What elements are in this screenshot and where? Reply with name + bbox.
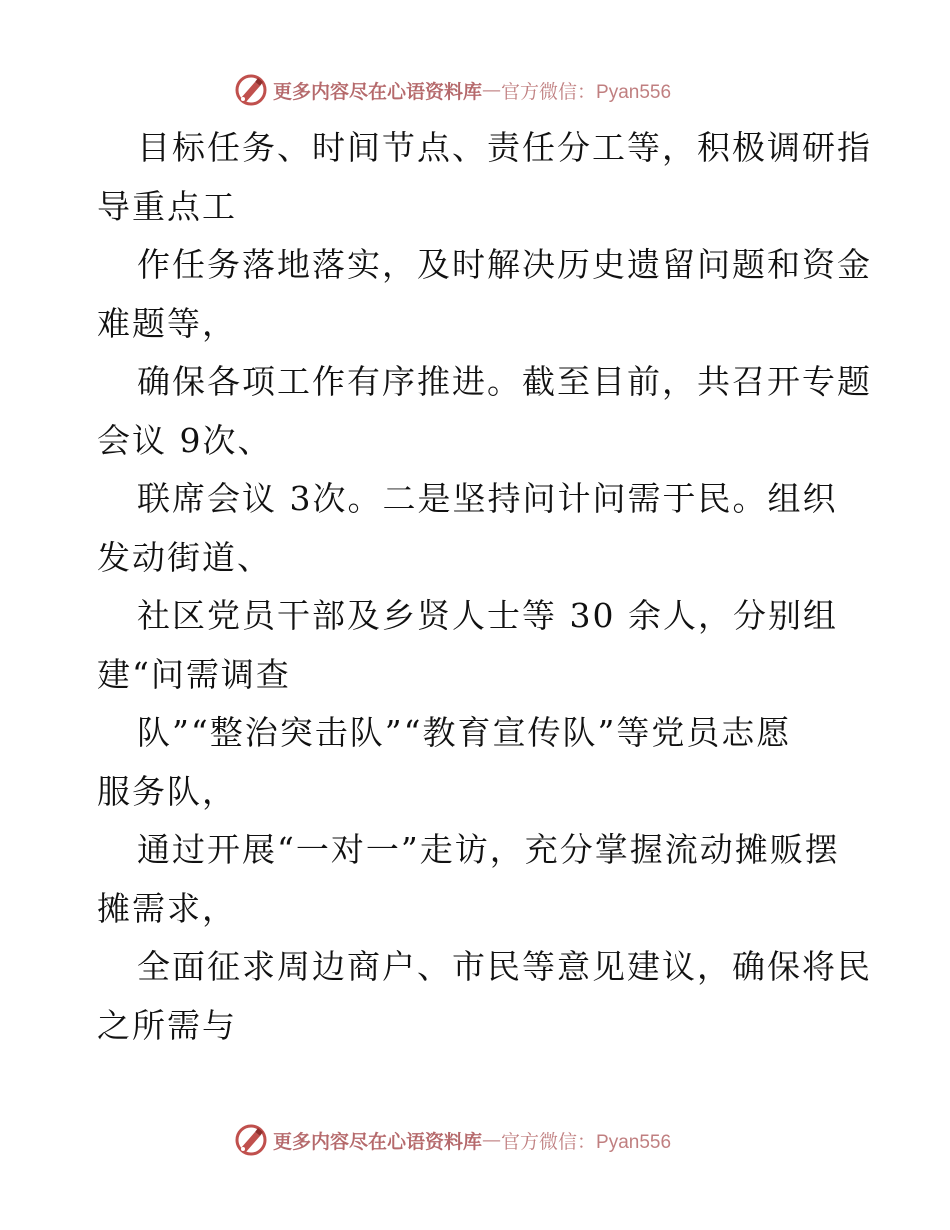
body-line-2: 导重点工 xyxy=(97,186,237,226)
banner-contact: 官方微信：Pyan556 xyxy=(501,1131,672,1153)
body-line-9: 社区党员干部及乡贤人士等 30 余人，分别组 xyxy=(137,596,838,635)
body-line-5: 确保各项工作有序推进。截至目前，共召开专题 xyxy=(137,362,872,401)
body-line-6: 会议 9次、 xyxy=(97,420,273,460)
body-line-3: 作任务落地落实，及时解决历史遗留问题和资金 xyxy=(137,245,872,284)
body-line-13: 通过开展“一对一”走访，充分掌握流动摊贩摆 xyxy=(137,830,840,869)
banner-separator: — xyxy=(482,79,502,101)
body-line-15: 全面征求周边商户、市民等意见建议，确保将民 xyxy=(137,947,872,986)
banner-separator: — xyxy=(482,1129,502,1151)
body-line-8: 发动街道、 xyxy=(97,537,272,577)
body-line-12: 服务队， xyxy=(97,771,237,811)
body-line-1: 目标任务、时间节点、责任分工等，积极调研指 xyxy=(137,128,872,167)
body-line-4: 难题等， xyxy=(97,303,237,343)
body-line-14: 摊需求， xyxy=(97,888,237,928)
document-body xyxy=(97,119,872,1055)
body-line-7: 联席会议 3次。二是坚持问计问需于民。组织 xyxy=(137,479,838,518)
banner-contact: 官方微信：Pyan556 xyxy=(501,81,672,103)
body-line-10: 建“问需调查 xyxy=(97,654,291,694)
body-line-16: 之所需与 xyxy=(97,1005,237,1045)
pen-logo-icon xyxy=(233,1122,269,1158)
body-line-11: 队”“整治突击队”“教育宣传队”等党员志愿 xyxy=(137,713,792,752)
footer-banner xyxy=(233,1122,753,1158)
banner-title: 更多内容尽在心语资料库 xyxy=(273,1130,483,1153)
banner-title: 更多内容尽在心语资料库 xyxy=(273,80,483,103)
header-banner xyxy=(233,72,753,108)
pen-logo-icon xyxy=(233,72,269,108)
